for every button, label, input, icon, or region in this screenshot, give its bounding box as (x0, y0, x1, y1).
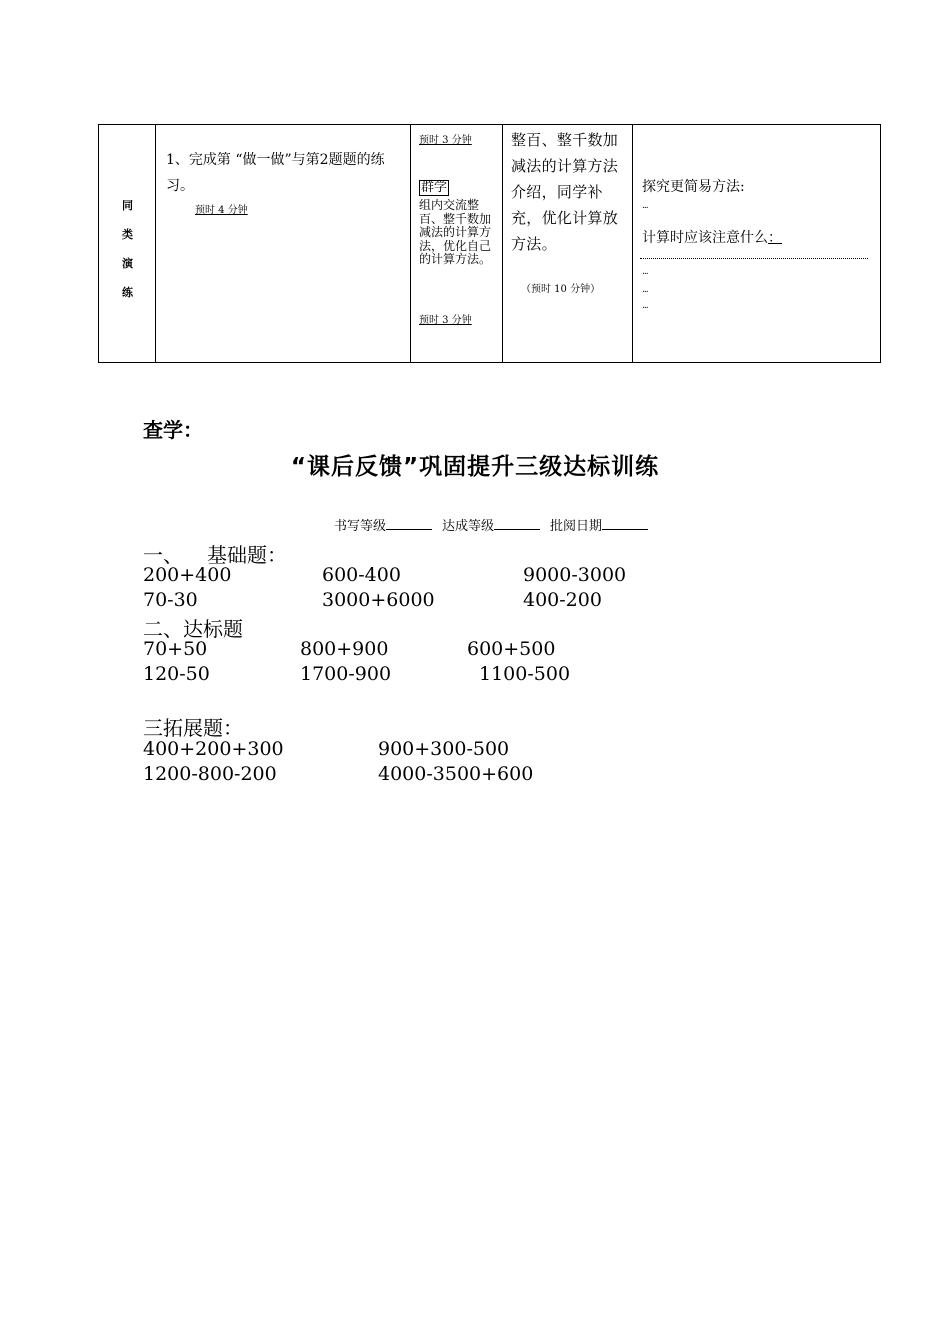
notice-colon: ： (768, 230, 782, 246)
task-text: 1、完成第 “做一做”与第2题题的练习。 (166, 152, 385, 194)
group-study-label: 群学 (421, 180, 448, 195)
review-date-label: 批阅日期 (550, 519, 603, 534)
page-title: “课后反馈”巩固提升三级达标训练 (290, 454, 660, 480)
achievement-grade-blank (494, 517, 540, 530)
row-label-char: 练 (122, 286, 133, 299)
notice-text (642, 227, 782, 247)
row-label (99, 191, 156, 307)
method-time: （预时 10 分钟） (521, 284, 601, 295)
exercise: 600-400 (322, 564, 401, 586)
exercise: 200+400 (143, 564, 232, 586)
exercise: 9000-3000 (523, 564, 627, 586)
exercise: 400-200 (523, 589, 602, 611)
exercise: 1100-500 (479, 663, 571, 685)
notice-label: 计算时应该注意什么 (642, 230, 768, 246)
explore-text: 探究更简易方法: (642, 179, 745, 195)
dots: ... (642, 267, 648, 277)
exercise: 1200-800-200 (143, 763, 277, 785)
row-label-char: 类 (122, 228, 133, 241)
basic-heading-num: 一、 (143, 543, 183, 567)
method-cell (503, 125, 633, 362)
exercise: 70-30 (143, 589, 198, 611)
dots: ... (642, 201, 648, 211)
review-date-blank (602, 517, 648, 530)
method-desc: 整百、整千数加减法的计算方法介绍，同学补充，优化计算放方法。 (511, 131, 619, 253)
exercise: 800+900 (300, 638, 389, 660)
group-study-cell (411, 125, 503, 362)
dotted-line (640, 258, 868, 259)
group-time-top: 预时 3 分钟 (419, 135, 472, 146)
dots: ... (642, 301, 648, 311)
achievement-grade-label: 达成等级 (442, 519, 495, 534)
explore-cell (633, 125, 880, 362)
row-label-cell (99, 125, 156, 362)
grades-line (334, 515, 658, 534)
task-cell (156, 125, 411, 362)
exercise: 400+200+300 (143, 738, 284, 760)
group-time-bottom: 预时 3 分钟 (419, 315, 472, 326)
row-label-char: 同 (122, 199, 133, 212)
exercise: 1700-900 (300, 663, 392, 685)
section-heading: 查学： (143, 418, 203, 442)
basic-heading-text: 基础题： (207, 543, 287, 567)
group-study-desc: 组内交流整百、整千数加减法的计算方法，优化自己的计算方法。 (419, 198, 492, 266)
extension-heading: 三拓展题： (143, 716, 243, 740)
writing-grade-label: 书写等级 (334, 519, 387, 534)
row-label-char: 演 (122, 257, 133, 270)
exercise: 600+500 (467, 638, 556, 660)
standard-heading: 二、达标题 (143, 617, 243, 641)
exercise: 900+300-500 (378, 738, 510, 760)
writing-grade-blank (386, 517, 432, 530)
practice-table (98, 124, 881, 363)
dots: ... (642, 285, 648, 295)
exercise: 70+50 (143, 638, 208, 660)
task-time: 预时 4 分钟 (195, 205, 248, 216)
exercise: 3000+6000 (322, 589, 435, 611)
exercise: 120-50 (143, 663, 210, 685)
exercise: 4000-3500+600 (378, 763, 534, 785)
